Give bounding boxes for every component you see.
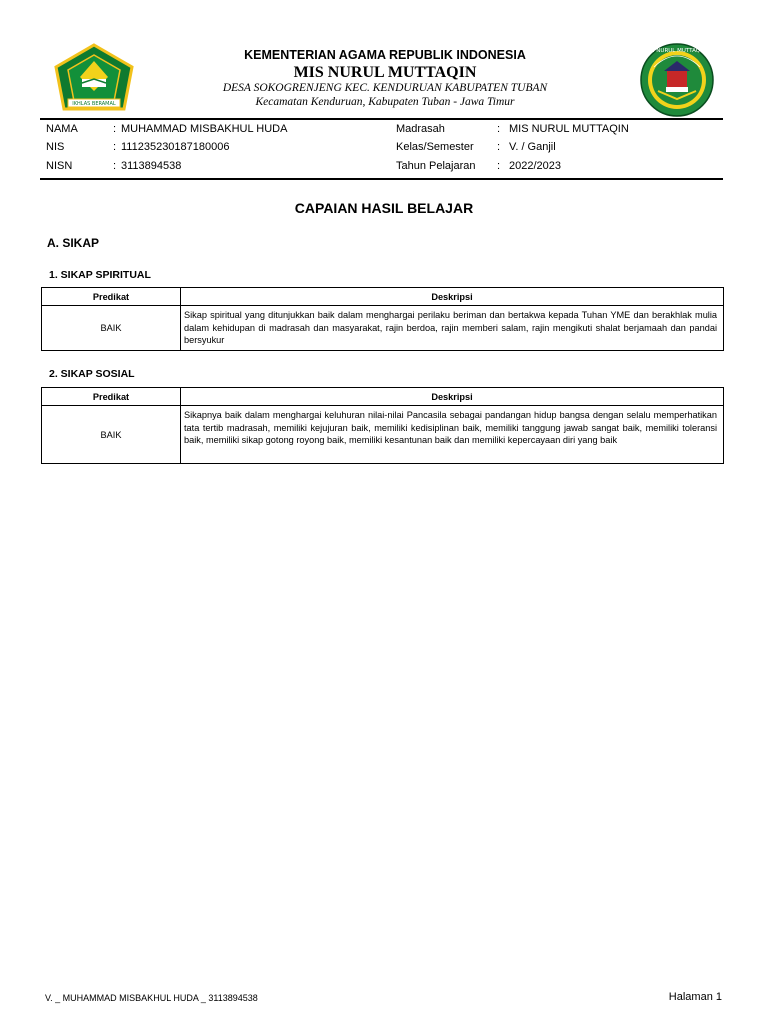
spiritual-title: 1. SIKAP SPIRITUAL <box>49 269 151 281</box>
class-separator: : <box>497 141 501 153</box>
year-label: Tahun Pelajaran <box>396 160 476 172</box>
header-divider <box>40 118 723 120</box>
class-value: V. / Ganjil <box>509 141 556 153</box>
school-address: DESA SOKOGRENJENG KEC. KENDURUAN KABUPATEN TUBAN <box>222 82 548 94</box>
spiritual-predikat-header: Predikat <box>42 288 181 306</box>
madrasah-label: Madrasah <box>396 123 445 135</box>
footer-student-info: V. _ MUHAMMAD MISBAKHUL HUDA _ 3113894538 <box>45 993 258 1003</box>
page-number: Halaman 1 <box>668 991 722 1003</box>
social-predikat: BAIK <box>42 406 181 464</box>
report-title: CAPAIAN HASIL BELAJAR <box>294 200 474 216</box>
social-title: 2. SIKAP SOSIAL <box>49 368 135 380</box>
nisn-label: NISN <box>46 160 73 172</box>
spiritual-deskripsi-header: Deskripsi <box>181 288 724 306</box>
school-name: MIS NURUL MUTTAQIN <box>293 64 477 81</box>
year-separator: : <box>497 160 501 172</box>
name-separator: : <box>113 123 117 135</box>
social-deskripsi-header: Deskripsi <box>181 388 724 406</box>
social-predikat-header: Predikat <box>42 388 181 406</box>
spiritual-deskripsi: Sikap spiritual yang ditunjukkan baik dalam menghargai perilaku beriman dan bertakwa kepada Tuhan YME dan berakhlak mulia dalam kehidupan di madrasah dan masyarakat, rajin berdoa, rajin memberi salam, rajin mengikuti shalat berjamaah dan pandai bersyukur <box>181 306 724 351</box>
nisn-separator: : <box>113 160 117 172</box>
nis-value: 111235230187180006 <box>121 141 230 153</box>
madrasah-emblem <box>638 43 716 117</box>
section-a-title: A. SIKAP <box>47 236 100 250</box>
madrasah-emblem-text: MI NURUL MUTTAQIN <box>648 48 706 54</box>
madrasah-value: MIS NURUL MUTTAQIN <box>509 123 629 135</box>
kemenag-logo-text: IKHLAS BERAMAL <box>72 101 116 107</box>
ministry-name: KEMENTERIAN AGAMA REPUBLIK INDONESIA <box>244 48 526 62</box>
kemenag-logo <box>52 43 136 115</box>
name-value: MUHAMMAD MISBAKHUL HUDA <box>121 123 288 135</box>
class-label: Kelas/Semester <box>396 141 474 153</box>
school-district: Kecamatan Kenduruan, Kabupaten Tuban - Jawa Timur <box>255 96 515 108</box>
madrasah-separator: : <box>497 123 501 135</box>
social-deskripsi: Sikapnya baik dalam menghargai keluhuran nilai-nilai Pancasila sebagai pandangan hidup bangsa dengan selalu memperhatikan tata tertib madrasah, memiliki kejujuran baik, memiliki kedisiplinan baik, memiliki tanggung jawab sangat baik, memiliki toleransi baik, memiliki sikap gotong royong baik, memiliki kesantunan baik dan memiliki kepercayaan diri yang baik <box>181 406 724 464</box>
table-row <box>42 406 724 464</box>
table-row <box>42 306 724 351</box>
nisn-value: 3113894538 <box>121 160 182 172</box>
nis-label: NIS <box>46 141 65 153</box>
nis-separator: : <box>113 141 117 153</box>
info-divider <box>40 178 723 180</box>
social-table <box>41 387 724 464</box>
spiritual-table <box>41 287 724 351</box>
spiritual-predikat: BAIK <box>42 306 181 351</box>
name-label: NAMA <box>46 123 78 135</box>
year-value: 2022/2023 <box>509 160 561 172</box>
